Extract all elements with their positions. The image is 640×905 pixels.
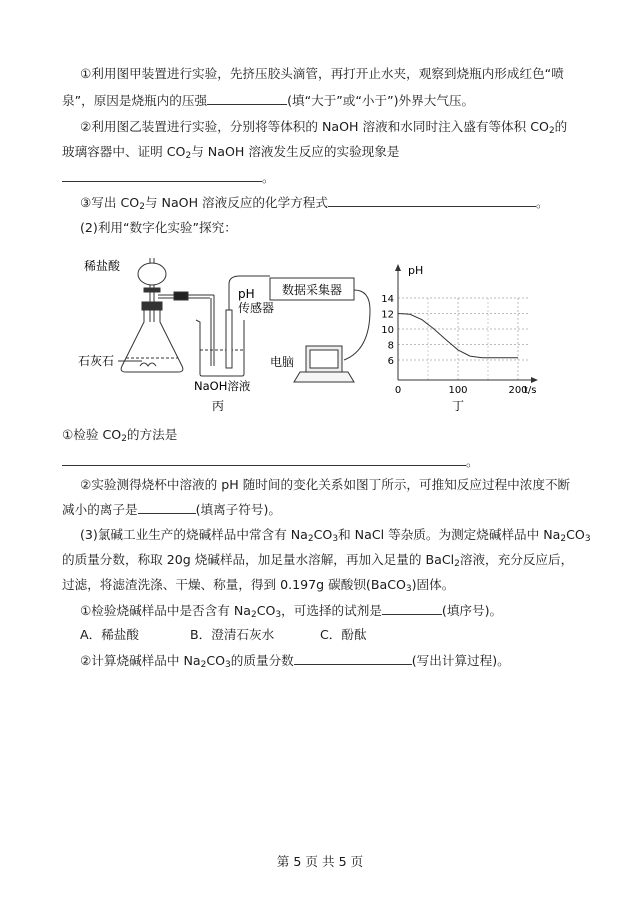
y-tick-label: 12 bbox=[381, 309, 394, 321]
page-footer: 第 5 页 共 5 页 bbox=[276, 854, 364, 869]
q3-line: ③写出 $CO_2$与 NaOH 溶液反应的化学方程式 。 bbox=[80, 195, 549, 212]
beaker-label: NaOH溶液 bbox=[194, 379, 251, 393]
y-tick-label: 6 bbox=[387, 356, 394, 367]
part3-line-a: (3)氯碱工业生产的烧碱样品中常含有 $Na_2CO_3$和 NaCl 等杂质。为测定烧碱样品中 $Na_2CO_3$ bbox=[80, 527, 591, 544]
y-tick-label: 10 bbox=[381, 325, 394, 336]
y-tick-label: 14 bbox=[381, 294, 394, 305]
y-axis-arrow bbox=[395, 264, 401, 271]
x-tick-label: 200 bbox=[508, 385, 528, 396]
answer-blank-pressure[interactable] bbox=[207, 92, 287, 105]
solid-label: 石灰石 bbox=[78, 354, 115, 368]
collector-label: 数据采集器 bbox=[281, 283, 343, 297]
figure-label-ding: 丁 bbox=[451, 399, 465, 413]
q1-line-b: 泉”，原因是烧瓶内的压强 (填“大于”或“小于”)外界大气压。 bbox=[62, 93, 475, 108]
answer-blank-ion[interactable] bbox=[138, 501, 196, 514]
answer-blank-check-co2[interactable] bbox=[62, 453, 466, 466]
ph-line-a: ②实验测得烧杯中溶液的 pH 随时间的变化关系如图丁所示，可推知反应过程中浓度不断 bbox=[80, 477, 571, 492]
part2-title: (2)利用“数字化实验”探究： bbox=[80, 220, 237, 235]
q2-line-a: ②利用图乙装置进行实验，分别将等体积的 NaOH 溶液和水同时注入盛有等体积 $CO_2$的 bbox=[80, 119, 568, 136]
x-axis-arrow bbox=[531, 377, 538, 383]
answer-blank-reagent[interactable] bbox=[382, 602, 442, 615]
funnel-label: 稀盐酸 bbox=[84, 259, 121, 273]
delivery-tube bbox=[158, 292, 214, 366]
ph-line-b: 减小的离子是 (填离子符号)。 bbox=[62, 502, 281, 517]
choice-a[interactable]: A．稀盐酸 bbox=[80, 627, 139, 642]
x-axis-label: t/s bbox=[524, 385, 537, 396]
part3-q1-line: ①检验烧碱样品中是否含有 $Na_2CO_3$，可选择的试剂是 (填序号)。 bbox=[80, 603, 503, 620]
q2-line-b: 玻璃容器中、证明 $CO_2$与 NaOH 溶液发生反应的实验现象是 bbox=[62, 144, 400, 161]
reagent-choices bbox=[80, 627, 367, 643]
beaker bbox=[196, 320, 244, 376]
answer-blank-equation[interactable] bbox=[328, 194, 536, 207]
choice-b[interactable]: B．澄清石灰水 bbox=[190, 627, 275, 642]
check-co2-blank-line: 。 bbox=[62, 453, 479, 470]
choice-c[interactable]: C．酚酞 bbox=[320, 627, 367, 642]
apparatus-figure bbox=[70, 250, 380, 420]
figure-label-bing: 丙 bbox=[212, 399, 225, 413]
x-tick-label: 0 bbox=[394, 385, 402, 396]
part3-line-b: 的质量分数，称取 20g 烧碱样品，加足量水溶解，再加入足量的 BaCl$_2$溶液，充分反应后， bbox=[62, 552, 574, 569]
ph-chart bbox=[376, 258, 546, 418]
answer-blank-mass-fraction[interactable] bbox=[294, 652, 412, 665]
sensor-label-2: 传感器 bbox=[238, 301, 275, 315]
y-tick-label: 8 bbox=[387, 340, 394, 352]
part3-q2-line: ②计算烧碱样品中 $Na_2CO_3$的质量分数 (写出计算过程)。 bbox=[80, 653, 510, 670]
laptop-icon bbox=[294, 346, 354, 382]
answer-blank-phenomenon[interactable] bbox=[62, 169, 262, 182]
sensor-label-1: pH bbox=[238, 287, 255, 301]
q2-line-c: 。 bbox=[62, 169, 275, 186]
separatory-funnel bbox=[138, 258, 166, 322]
x-tick-label: 100 bbox=[448, 385, 468, 396]
y-axis-label: pH bbox=[408, 264, 424, 277]
part3-line-c: 过滤，将滤渣洗涤、干燥、称量，得到 0.197g 碳酸钡(BaCO$_3$)固体。 bbox=[62, 577, 455, 594]
check-co2-line: ①检验 $CO_2$的方法是 bbox=[62, 427, 178, 444]
computer-label: 电脑 bbox=[270, 355, 295, 369]
q1-line-a: ①利用图甲装置进行实验，先挤压胶头滴管，再打开止水夹，观察到烧瓶内形成红色“喷 bbox=[80, 66, 564, 81]
